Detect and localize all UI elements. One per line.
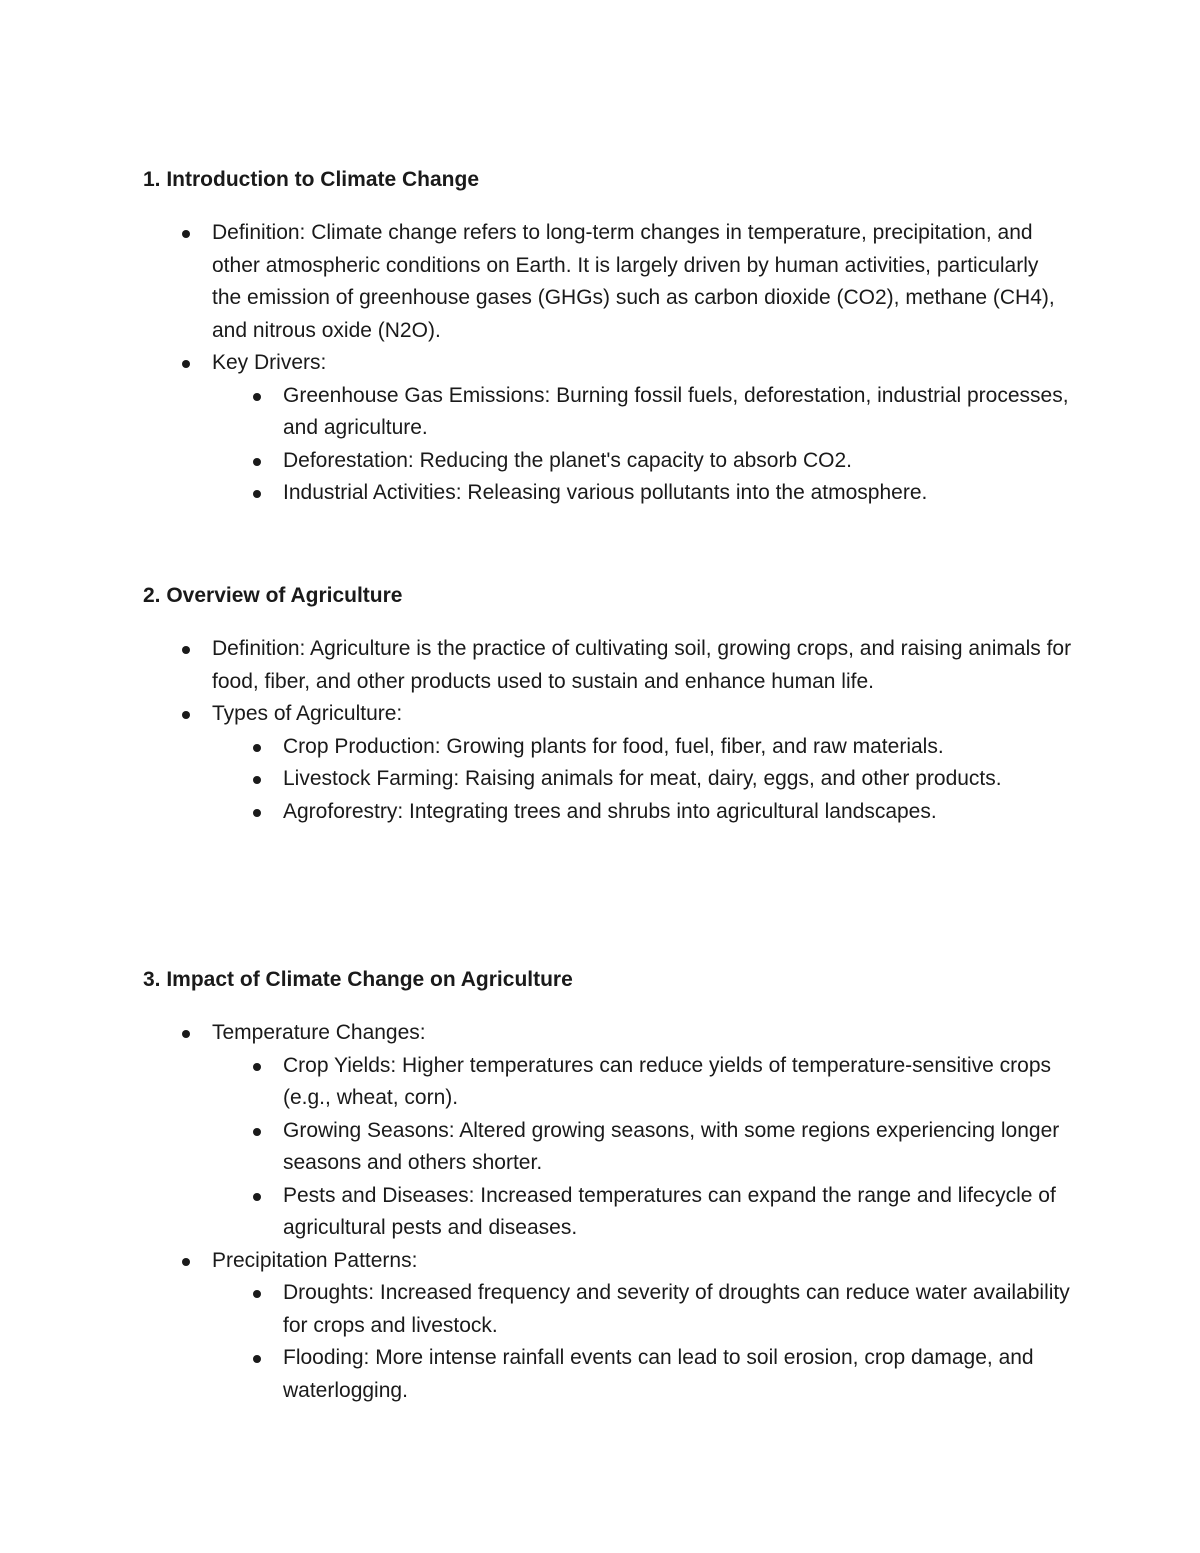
bullet-icon bbox=[182, 646, 190, 654]
bullet-icon bbox=[253, 490, 261, 498]
bullet-icon bbox=[253, 1355, 261, 1363]
sub-list-item bbox=[143, 380, 1103, 445]
bullet-icon bbox=[253, 458, 261, 466]
bullet-list bbox=[143, 217, 1103, 510]
section-heading: 2. Overview of Agriculture bbox=[143, 584, 403, 607]
list-item-text: Precipitation Patterns: bbox=[212, 1248, 418, 1272]
sub-list-item-text: Crop Production: Growing plants for food, fuel, fiber, and raw materials. bbox=[283, 734, 944, 758]
list-item-text: Definition: Climate change refers to long-term changes in temperature, precipitation, and other atmospheric conditions on Earth. It is largely driven by human activities, particularly the emission of greenhouse gases (GHGs) such as carbon dioxide (CO2), methane (CH4), and nitrous oxide (N2O). bbox=[212, 221, 1055, 342]
sub-list-item bbox=[143, 1342, 1103, 1407]
sub-list-item-text: Greenhouse Gas Emissions: Burning fossil fuels, deforestation, industrial processes, and agriculture. bbox=[283, 383, 1069, 439]
sub-list-item bbox=[143, 477, 1103, 510]
bullet-icon bbox=[253, 1290, 261, 1298]
section-heading: 1. Introduction to Climate Change bbox=[143, 168, 480, 191]
bullet-icon bbox=[182, 360, 190, 368]
bullet-icon bbox=[182, 230, 190, 238]
sub-list-item-text: Droughts: Increased frequency and severity of droughts can reduce water availability for crops and livestock. bbox=[283, 1281, 1070, 1337]
list-item bbox=[143, 347, 1103, 380]
list-item-text: Temperature Changes: bbox=[212, 1021, 426, 1044]
sub-list-item bbox=[143, 1115, 1103, 1180]
bullet-icon bbox=[253, 1063, 261, 1071]
list-item bbox=[143, 633, 1103, 698]
sub-list-item-text: Crop Yields: Higher temperatures can reduce yields of temperature-sensitive crops (e.g., wheat, corn). bbox=[283, 1053, 1052, 1109]
bullet-icon bbox=[182, 1258, 190, 1266]
sub-list-item bbox=[143, 1050, 1103, 1115]
sub-list-item-text: Agroforestry: Integrating trees and shrubs into agricultural landscapes. bbox=[283, 799, 937, 823]
sub-list-item-text: Industrial Activities: Releasing various pollutants into the atmosphere. bbox=[283, 481, 928, 504]
sub-list-item bbox=[143, 1277, 1103, 1342]
bullet-list bbox=[143, 633, 1103, 828]
list-item bbox=[143, 217, 1103, 347]
list-item bbox=[143, 698, 1103, 731]
list-item-text: Types of Agriculture: bbox=[212, 702, 403, 725]
section-agriculture-overview bbox=[143, 580, 1103, 828]
bullet-icon bbox=[182, 711, 190, 719]
list-item bbox=[143, 1017, 1103, 1050]
sub-list-item-text: Deforestation: Reducing the planet's capacity to absorb CO2. bbox=[283, 448, 852, 472]
bullet-icon bbox=[253, 776, 261, 784]
list-item-text: Key Drivers: bbox=[212, 351, 327, 374]
sub-list-item bbox=[143, 763, 1103, 796]
bullet-list bbox=[143, 1017, 1103, 1407]
sub-list-item bbox=[143, 731, 1103, 764]
section-heading: 3. Impact of Climate Change on Agriculture bbox=[143, 968, 573, 991]
sub-list-item bbox=[143, 796, 1103, 829]
bullet-icon bbox=[253, 744, 261, 752]
sub-list-item-text: Flooding: More intense rainfall events can lead to soil erosion, crop damage, and waterlogging. bbox=[283, 1346, 1034, 1402]
section-introduction bbox=[143, 164, 1103, 510]
bullet-icon bbox=[253, 1128, 261, 1136]
bullet-icon bbox=[253, 1193, 261, 1201]
sub-list-item-text: Growing Seasons: Altered growing seasons, with some regions experiencing longer seasons and others shorter. bbox=[283, 1118, 1060, 1174]
bullet-icon bbox=[182, 1030, 190, 1038]
sub-list-item bbox=[143, 445, 1103, 478]
sub-list-item-text: Pests and Diseases: Increased temperatures can expand the range and lifecycle of agricultural pests and diseases. bbox=[283, 1183, 1056, 1239]
list-item-text: Definition: Agriculture is the practice of cultivating soil, growing crops, and raising animals for food, fiber, and other products used to sustain and enhance human life. bbox=[212, 637, 1072, 693]
section-climate-impact bbox=[143, 964, 1103, 1407]
sub-list-item bbox=[143, 1180, 1103, 1245]
bullet-icon bbox=[253, 393, 261, 401]
bullet-icon bbox=[253, 809, 261, 817]
list-item bbox=[143, 1245, 1103, 1278]
sub-list-item-text: Livestock Farming: Raising animals for meat, dairy, eggs, and other products. bbox=[283, 767, 1002, 790]
